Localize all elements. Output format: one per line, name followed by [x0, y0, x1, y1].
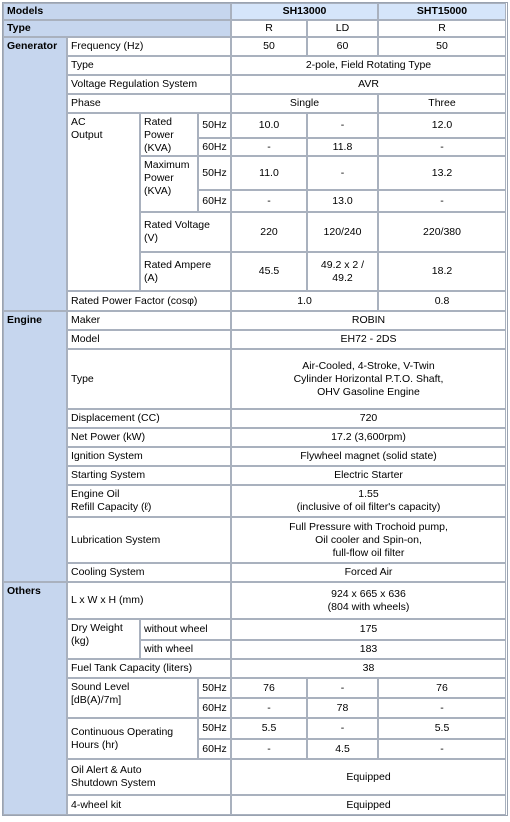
rated-power-50hz-label	[198, 113, 231, 138]
oil-alert-value	[231, 759, 506, 795]
lubrication-value	[231, 517, 506, 563]
without-wheel-value	[231, 619, 506, 640]
rated-power-60hz-1	[231, 138, 307, 156]
generator-type-value	[231, 56, 506, 75]
displacement-label	[67, 409, 231, 428]
ac-output-label-text: AC Output	[71, 116, 103, 141]
engine-type-value-text: Air-Cooled, 4-Stroke, V-Twin Cylinder Horizontal P.T.O. Shaft, OHV Gasoline Engine	[293, 359, 444, 398]
frequency-value-2	[307, 37, 378, 56]
sound-60hz-3	[378, 698, 506, 718]
without-wheel-value-text: 175	[359, 623, 378, 635]
rated-voltage-1-text: 220	[260, 225, 278, 238]
dimensions-value	[231, 582, 506, 619]
frequency-value-3-text: 50	[436, 40, 448, 52]
section-generator-text: Generator	[7, 40, 58, 52]
maker-label-text: Maker	[71, 314, 101, 326]
section-engine	[3, 311, 67, 582]
dimensions-value-text: 924 x 665 x 636 (804 with wheels)	[327, 587, 410, 613]
phase-single-text: Single	[289, 97, 320, 109]
without-wheel-label-text: without wheel	[144, 623, 208, 635]
ignition-value-text: Flywheel magnet (solid state)	[300, 450, 437, 462]
sound-50hz-label	[198, 678, 231, 698]
lubrication-label	[67, 517, 231, 563]
model-label	[67, 330, 231, 349]
rated-power-label-text: Rated Power (KVA)	[144, 116, 174, 154]
model-sht15000-header	[378, 3, 506, 20]
hours-50hz-3-text: 5.5	[434, 722, 450, 734]
hours-50hz-label-text: 50Hz	[202, 722, 227, 734]
sound-60hz-1-text: -	[267, 701, 271, 714]
max-power-50hz-2-text: -	[340, 166, 345, 179]
engine-type-label-text: Type	[71, 372, 94, 385]
rated-voltage-3-text: 220/380	[423, 225, 461, 238]
sound-50hz-1-text: 76	[263, 681, 275, 694]
wheel-kit-label-text: 4-wheel kit	[71, 798, 122, 811]
wheel-kit-value	[231, 795, 506, 815]
rated-power-60hz-3	[378, 138, 506, 156]
lubrication-label-text: Lubrication System	[71, 533, 161, 546]
rated-voltage-label-text: Rated Voltage (V)	[144, 219, 210, 244]
rated-ampere-2	[307, 252, 378, 291]
rated-power-50hz-3-text: 12.0	[431, 119, 453, 131]
ignition-label	[67, 447, 231, 466]
hours-60hz-label-text: 60Hz	[202, 742, 227, 755]
rated-power-50hz-2	[307, 113, 378, 138]
operating-hours-label-text: Continuous Operating Hours (hr)	[71, 725, 174, 751]
engine-type-value	[231, 349, 506, 409]
oil-capacity-label	[67, 485, 231, 517]
maker-value-text: ROBIN	[351, 314, 386, 326]
model-sh13000-header	[231, 3, 378, 20]
rated-voltage-2-text: 120/240	[323, 225, 362, 238]
dry-weight-label-text: Dry Weight (kg)	[71, 622, 123, 647]
rated-ampere-3-text: 18.2	[431, 265, 453, 277]
sound-level-label	[67, 678, 198, 718]
max-power-60hz-1	[231, 190, 307, 212]
hours-50hz-3	[378, 718, 506, 739]
hours-60hz-2	[307, 739, 378, 759]
max-power-60hz-3-text: -	[440, 194, 444, 207]
section-generator	[3, 37, 67, 311]
frequency-label	[67, 37, 231, 56]
rated-power-50hz-1-text: 10.0	[258, 119, 280, 131]
hours-50hz-1-text: 5.5	[261, 722, 277, 734]
rated-power-60hz-1-text: -	[267, 140, 271, 153]
voltage-regulation-label-text: Voltage Regulation System	[71, 78, 198, 90]
generator-type-label-text: Type	[71, 59, 94, 71]
voltage-regulation-value	[231, 75, 506, 94]
phase-three-text: Three	[428, 97, 456, 109]
hours-60hz-2-text: 4.5	[335, 742, 350, 755]
section-others-text: Others	[7, 585, 41, 597]
generator-type-value-text: 2-pole, Field Rotating Type	[305, 59, 432, 71]
power-factor-2	[378, 291, 506, 311]
sound-50hz-3-text: 76	[436, 681, 448, 694]
type-value-2-text: LD	[335, 22, 350, 34]
model-value-text: EH72 - 2DS	[340, 333, 397, 345]
oil-capacity-value	[231, 485, 506, 517]
type-value-3	[378, 20, 506, 37]
sound-50hz-3	[378, 678, 506, 698]
model-sh13000-header-text: SH13000	[282, 5, 327, 17]
sound-50hz-1	[231, 678, 307, 698]
rated-power-60hz-2	[307, 138, 378, 156]
displacement-value-text: 720	[359, 412, 378, 424]
ignition-label-text: Ignition System	[71, 450, 143, 462]
frequency-value-1-text: 50	[263, 40, 275, 52]
displacement-label-text: Displacement (CC)	[71, 412, 160, 424]
voltage-regulation-value-text: AVR	[358, 78, 379, 90]
max-power-60hz-label	[198, 190, 231, 212]
section-others	[3, 582, 67, 815]
oil-capacity-label-text: Engine Oil Refill Capacity (ℓ)	[71, 488, 152, 513]
power-factor-label-text: Rated Power Factor (cosφ)	[71, 294, 198, 307]
with-wheel-value-text: 183	[359, 643, 378, 655]
max-power-50hz-1-text: 11.0	[259, 166, 279, 179]
rated-power-50hz-1	[231, 113, 307, 138]
sound-60hz-label	[198, 698, 231, 718]
sound-60hz-label-text: 60Hz	[202, 701, 227, 714]
maker-label	[67, 311, 231, 330]
cooling-value-text: Forced Air	[344, 566, 393, 578]
models-header-text: Models	[7, 5, 44, 17]
sound-60hz-2-text: 78	[336, 701, 349, 714]
max-power-50hz-3	[378, 156, 506, 190]
ignition-value	[231, 447, 506, 466]
max-power-60hz-2-text: 13.0	[332, 194, 353, 207]
power-factor-1-text: 1.0	[297, 294, 312, 307]
hours-60hz-1	[231, 739, 307, 759]
type-header-text: Type	[7, 22, 31, 34]
wheel-kit-value-text: Equipped	[346, 798, 391, 811]
max-power-50hz-label	[198, 156, 231, 190]
sound-50hz-2	[307, 678, 378, 698]
maker-value	[231, 311, 506, 330]
models-header	[3, 3, 231, 20]
rated-power-label	[140, 113, 198, 156]
max-power-50hz-2	[307, 156, 378, 190]
dry-weight-label	[67, 619, 140, 659]
max-power-label	[140, 156, 198, 212]
cooling-label	[67, 563, 231, 582]
fuel-tank-label-text: Fuel Tank Capacity (liters)	[71, 662, 193, 674]
phase-single	[231, 94, 378, 113]
rated-ampere-label-text: Rated Ampere (A)	[144, 258, 212, 284]
oil-alert-label-text: Oil Alert & Auto Shutdown System	[71, 764, 156, 789]
sound-60hz-1	[231, 698, 307, 718]
generator-type-label	[67, 56, 231, 75]
operating-hours-label	[67, 718, 198, 759]
ac-output-label	[67, 113, 140, 291]
with-wheel-label-text: with wheel	[144, 643, 194, 655]
rated-ampere-1-text: 45.5	[258, 265, 280, 277]
max-power-60hz-3	[378, 190, 506, 212]
max-power-60hz-2	[307, 190, 378, 212]
dimensions-label	[67, 582, 231, 619]
oil-alert-value-text: Equipped	[346, 770, 391, 783]
net-power-label	[67, 428, 231, 447]
rated-ampere-label	[140, 252, 231, 291]
power-factor-1	[231, 291, 378, 311]
cooling-value	[231, 563, 506, 582]
rated-power-50hz-2-text: -	[340, 119, 345, 131]
hours-50hz-1	[231, 718, 307, 739]
type-value-2	[307, 20, 378, 37]
type-value-1-text: R	[265, 22, 273, 34]
frequency-label-text: Frequency (Hz)	[71, 40, 144, 52]
max-power-label-text: Maximum Power (KVA)	[144, 159, 190, 197]
max-power-50hz-label-text: 50Hz	[202, 166, 227, 179]
hours-50hz-2-text: -	[340, 722, 345, 734]
frequency-value-2-text: 60	[336, 40, 349, 52]
sound-50hz-label-text: 50Hz	[202, 681, 227, 694]
max-power-60hz-1-text: -	[267, 194, 271, 207]
hours-60hz-3	[378, 739, 506, 759]
power-factor-label	[67, 291, 231, 311]
oil-capacity-value-text: 1.55 (inclusive of oil filter's capacity)	[296, 488, 441, 513]
specifications-table	[2, 2, 508, 816]
type-value-3-text: R	[438, 22, 446, 34]
net-power-value	[231, 428, 506, 447]
rated-ampere-1	[231, 252, 307, 291]
phase-label	[67, 94, 231, 113]
hours-50hz-2	[307, 718, 378, 739]
model-label-text: Model	[71, 333, 100, 345]
starting-label	[67, 466, 231, 485]
max-power-50hz-1	[231, 156, 307, 190]
fuel-tank-value-text: 38	[362, 662, 375, 674]
rated-power-50hz-label-text: 50Hz	[202, 119, 227, 131]
fuel-tank-value	[231, 659, 506, 678]
starting-value	[231, 466, 506, 485]
rated-ampere-2-text: 49.2 x 2 / 49.2	[320, 258, 365, 284]
type-header	[3, 20, 231, 37]
max-power-60hz-label-text: 60Hz	[202, 194, 227, 207]
engine-type-label	[67, 349, 231, 409]
voltage-regulation-label	[67, 75, 231, 94]
rated-power-60hz-3-text: -	[440, 140, 444, 153]
rated-power-60hz-label	[198, 138, 231, 156]
sound-50hz-2-text: -	[340, 681, 345, 694]
sound-60hz-3-text: -	[440, 701, 444, 714]
max-power-50hz-3-text: 13.2	[431, 166, 453, 179]
wheel-kit-label	[67, 795, 231, 815]
model-value	[231, 330, 506, 349]
with-wheel-value	[231, 640, 506, 659]
fuel-tank-label	[67, 659, 231, 678]
hours-60hz-label	[198, 739, 231, 759]
net-power-label-text: Net Power (kW)	[71, 431, 146, 443]
phase-three	[378, 94, 506, 113]
rated-voltage-3	[378, 212, 506, 252]
cooling-label-text: Cooling System	[71, 566, 145, 578]
oil-alert-label	[67, 759, 231, 795]
sound-60hz-2	[307, 698, 378, 718]
net-power-value-text: 17.2 (3,600rpm)	[331, 431, 406, 443]
displacement-value	[231, 409, 506, 428]
frequency-value-3	[378, 37, 506, 56]
lubrication-value-text: Full Pressure with Trochoid pump, Oil cooler and Spin-on, full-flow oil filter	[289, 520, 448, 559]
model-sht15000-header-text: SHT15000	[416, 5, 468, 17]
starting-label-text: Starting System	[71, 469, 146, 481]
power-factor-2-text: 0.8	[434, 294, 450, 307]
rated-voltage-2	[307, 212, 378, 252]
hours-50hz-label	[198, 718, 231, 739]
rated-voltage-label	[140, 212, 231, 252]
rated-voltage-1	[231, 212, 307, 252]
dimensions-label-text: L x W x H (mm)	[71, 594, 144, 606]
section-engine-text: Engine	[7, 314, 43, 326]
without-wheel-label	[140, 619, 231, 640]
hours-60hz-3-text: -	[440, 742, 444, 755]
with-wheel-label	[140, 640, 231, 659]
frequency-value-1	[231, 37, 307, 56]
hours-60hz-1-text: -	[267, 742, 271, 755]
rated-power-60hz-2-text: 11.8	[332, 140, 353, 153]
starting-value-text: Electric Starter	[334, 469, 403, 481]
rated-ampere-3	[378, 252, 506, 291]
rated-power-50hz-3	[378, 113, 506, 138]
sound-level-label-text: Sound Level [dB(A)/7m]	[71, 681, 130, 706]
phase-label-text: Phase	[71, 97, 101, 109]
rated-power-60hz-label-text: 60Hz	[202, 140, 227, 153]
type-value-1	[231, 20, 307, 37]
